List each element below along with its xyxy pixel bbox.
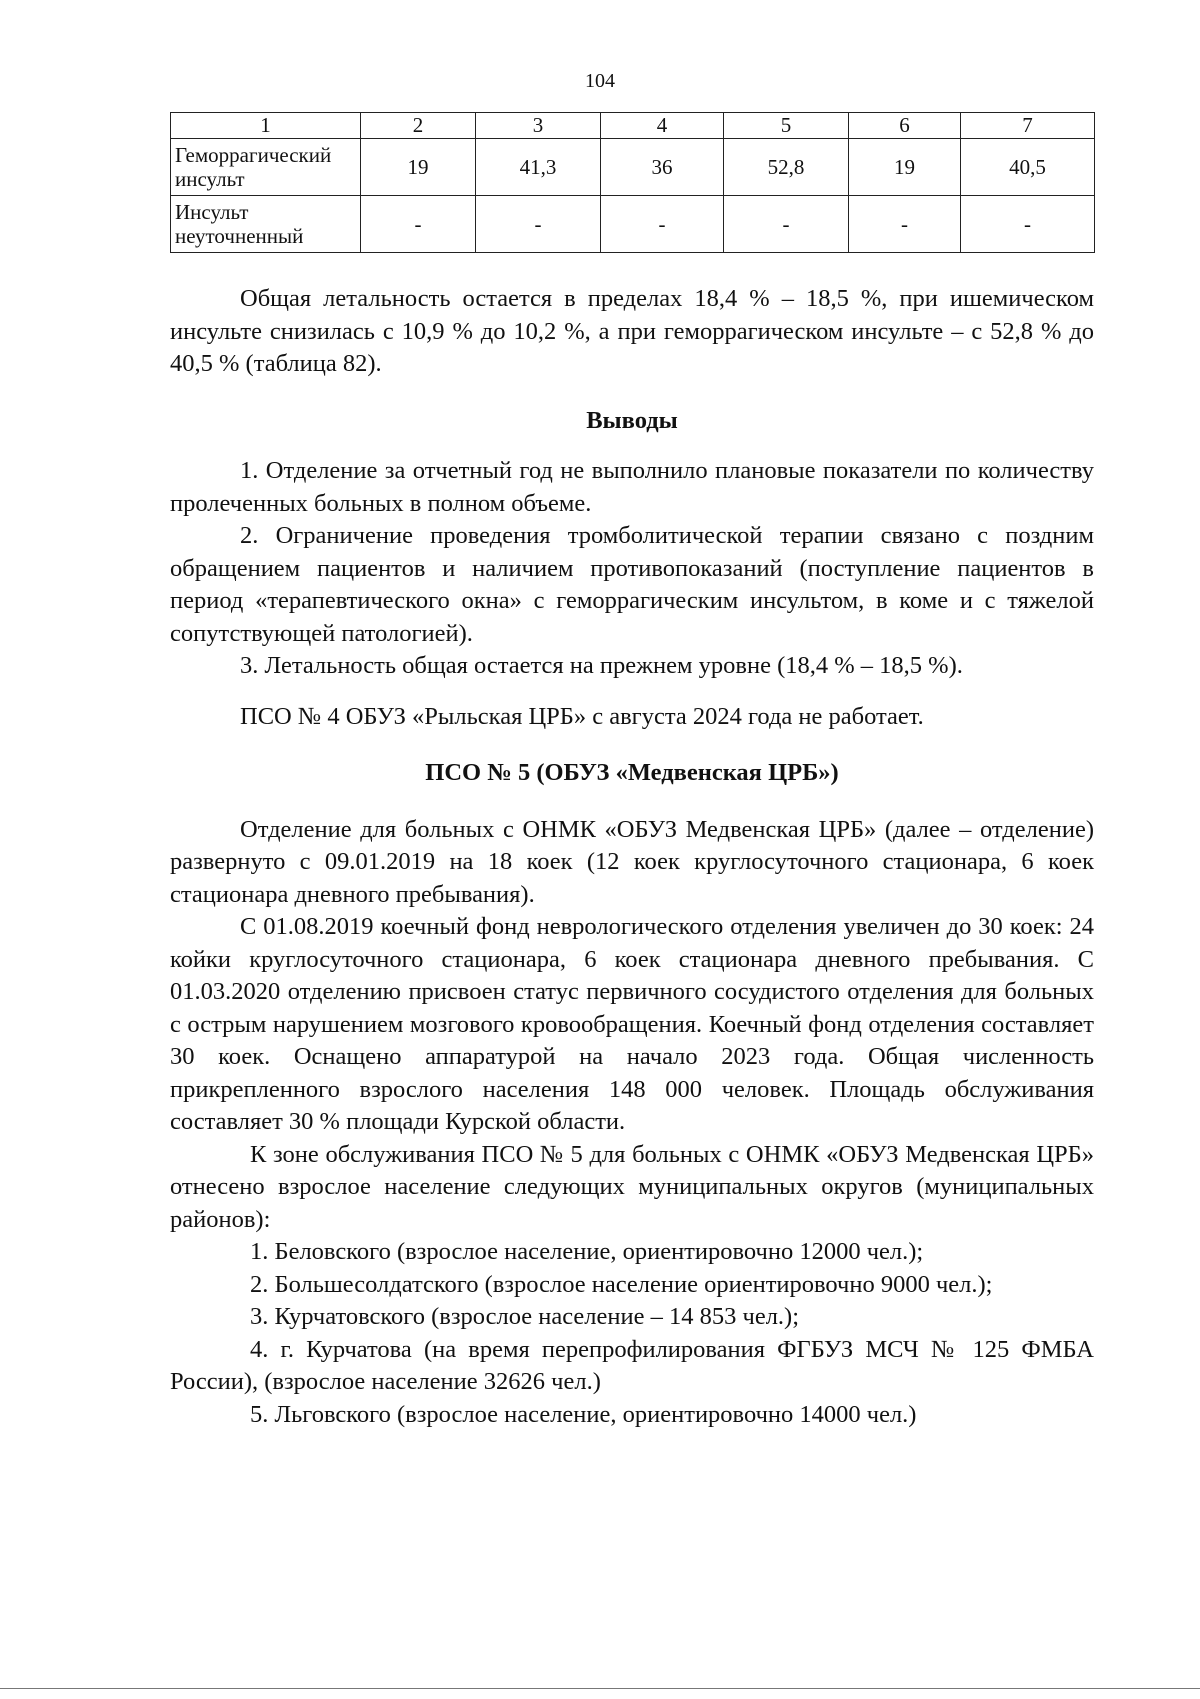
table-cell: - <box>601 196 724 253</box>
mortality-table <box>170 112 1095 253</box>
table-header-cell: 6 <box>849 113 961 139</box>
pso5-paragraph: К зоне обслуживания ПСО № 5 для больных с ОНМК «ОБУЗ Медвенская ЦРБ» отнесено взрослое население следующих муниципальных округов (муниципальных районов): <box>170 1140 1094 1233</box>
table-cell: 36 <box>601 139 724 196</box>
table-cell: 40,5 <box>961 139 1095 196</box>
district-item: 4. г. Курчатова (на время перепрофилирования ФГБУЗ МСЧ № 125 ФМБА России), (взрослое население 32626 чел.) <box>170 1335 1094 1395</box>
table-cell: 19 <box>849 139 961 196</box>
pso4-note: ПСО № 4 ОБУЗ «Рыльская ЦРБ» с августа 2024 года не работает. <box>240 702 924 730</box>
conclusion-item: 2. Ограничение проведения тромболитической терапии связано с поздним обращением пациентов и наличием противопоказаний (поступление пациентов в период «терапевтического окна» с геморрагическим инсультом, в коме и с тяжелой сопутствующей патологией). <box>170 522 1094 647</box>
table-cell: 19 <box>361 139 476 196</box>
mortality-paragraph: Общая летальность остается в пределах 18,4 % – 18,5 %, при ишемическом инсульте снизилась с 10,9 % до 10,2 %, а при геморрагическом инсульте – с 52,8 % до 40,5 % (таблица 82). <box>170 285 1094 377</box>
table-cell: - <box>361 196 476 253</box>
table-cell: - <box>724 196 849 253</box>
district-item: 3. Курчатовского (взрослое население – 14 853 чел.); <box>250 1303 800 1330</box>
conclusion-item: 1. Отделение за отчетный год не выполнило плановые показатели по количеству пролеченных больных в полном объеме. <box>170 457 1094 517</box>
district-item: 2. Большесолдатского (взрослое население ориентировочно 9000 чел.); <box>250 1270 993 1298</box>
table-cell: 52,8 <box>724 139 849 196</box>
pso5-heading: ПСО № 5 (ОБУЗ «Медвенская ЦРБ») <box>425 759 839 786</box>
table-header-cell: 2 <box>361 113 476 139</box>
page-number: 104 <box>585 70 615 92</box>
table-cell: - <box>849 196 961 253</box>
pso5-paragraph: Отделение для больных с ОНМК «ОБУЗ Медвенская ЦРБ» (далее – отделение) развернуто с 09.01.2019 на 18 коек (12 коек круглосуточного стационара, 6 коек стационара дневного пребывания). <box>170 815 1094 908</box>
table-header-cell: 4 <box>601 113 724 139</box>
district-item: 5. Льговского (взрослое население, ориентировочно 14000 чел.) <box>250 1400 917 1428</box>
table-row-label: Геморрагический инсульт <box>171 139 361 196</box>
table-header-cell: 7 <box>961 113 1095 139</box>
table-row <box>171 139 1095 196</box>
district-item: 1. Беловского (взрослое население, ориентировочно 12000 чел.); <box>250 1238 924 1265</box>
table-header-cell: 1 <box>171 113 361 139</box>
conclusion-item: 3. Летальность общая остается на прежнем уровне (18,4 % – 18,5 %). <box>240 652 963 679</box>
table-cell: 41,3 <box>476 139 601 196</box>
table-cell: - <box>476 196 601 253</box>
table-row-label: Инсульт неуточненный <box>171 196 361 253</box>
page-content <box>170 112 1094 1431</box>
pso5-paragraph: С 01.08.2019 коечный фонд неврологического отделения увеличен до 30 коек: 24 койки круглосуточного стационара, 6 коек стационара дневного пребывания. С 01.03.2020 отделению присвоен статус первичного сосудистого отделения для больных с острым нарушением мозгового кровообращения. Коечный фонд отделения составляет 30 коек. Оснащено аппаратурой на начало 2023 года. Общая численность прикрепленного взрослого населения 148 000 человек. Площадь обслуживания составляет 30 % площади Курской области. <box>170 913 1094 1135</box>
conclusions-heading: Выводы <box>586 406 678 434</box>
table-header-row <box>171 113 1095 139</box>
table-header-cell: 5 <box>724 113 849 139</box>
table-row <box>171 196 1095 253</box>
table-header-cell: 3 <box>476 113 601 139</box>
table-cell: - <box>961 196 1095 253</box>
scan-edge-line <box>0 1688 1200 1689</box>
